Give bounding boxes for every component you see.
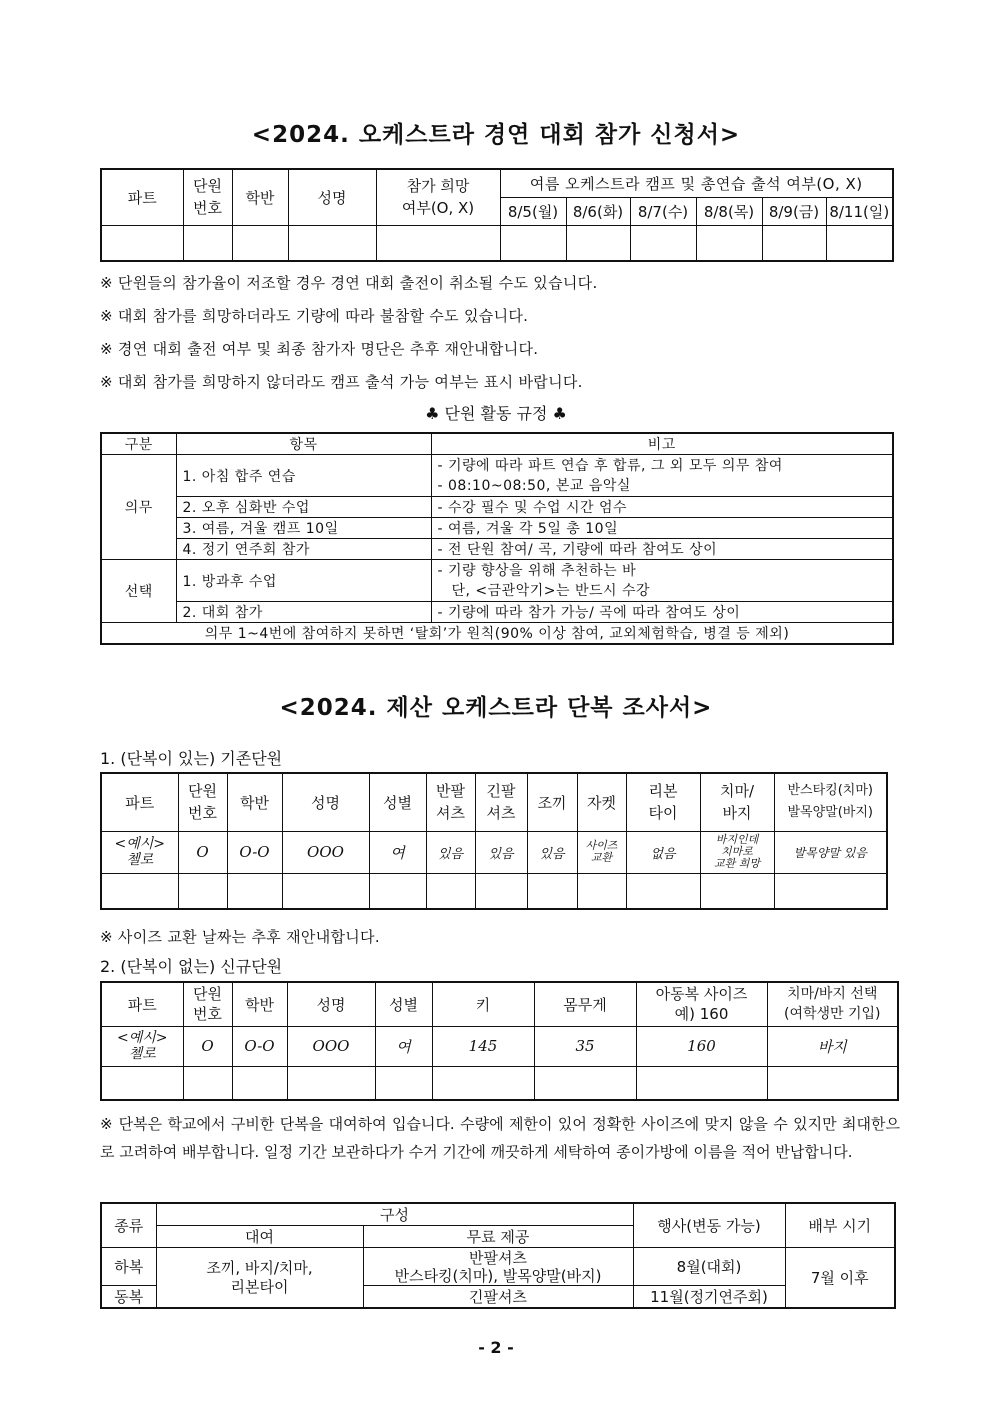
rent-items: 조끼, 바지/치마, 리본타이	[156, 1248, 363, 1309]
title-uniform: <2024. 제산 오케스트라 단복 조사서>	[279, 695, 713, 721]
example-long: 있음	[475, 831, 527, 873]
rules-table	[100, 432, 894, 645]
blank-cell[interactable]	[426, 873, 475, 909]
rules-footer: 의무 1~4번에 참여하지 못하면 ‘탈회’가 원칙(90% 이상 참여, 교외체험학습, 병결 등 제외)	[101, 623, 893, 645]
note-line: ※ 대회 참가를 희망하지 않더라도 캠프 출석 가능 여부는 표시 바랍니다.	[100, 373, 583, 391]
blank-cell[interactable]	[287, 1066, 375, 1100]
col-class: 학반	[232, 169, 288, 225]
blank-cell[interactable]	[183, 225, 232, 261]
col-part: 파트	[101, 773, 178, 831]
col-name: 성명	[282, 773, 369, 831]
blank-cell[interactable]	[500, 225, 566, 261]
blank-cell[interactable]	[227, 873, 282, 909]
kind-summer: 하복	[101, 1248, 156, 1286]
rules-heading: ♣ 단원 활동 규정 ♣	[425, 404, 567, 423]
rule-item: 4. 정기 연주회 참가	[176, 539, 431, 560]
date-cell: 8/5(월)	[500, 197, 566, 225]
col-short-shirt: 반팔 셔츠	[426, 773, 475, 831]
col-jacket: 자켓	[577, 773, 626, 831]
date-cell: 8/6(화)	[566, 197, 630, 225]
page-number: - 2 -	[478, 1338, 514, 1357]
blank-cell[interactable]	[282, 873, 369, 909]
example-height: 145	[432, 1026, 534, 1066]
example-jacket: 사이즈 교환	[577, 831, 626, 873]
date-cell: 8/11(일)	[826, 197, 893, 225]
col-rent: 대여	[156, 1226, 363, 1248]
col-class: 학반	[227, 773, 282, 831]
example-gender: 여	[369, 831, 426, 873]
blank-cell[interactable]	[626, 873, 700, 909]
blank-cell[interactable]	[696, 225, 762, 261]
category-optional: 선택	[101, 560, 176, 623]
rule-note: - 전 단원 참여/ 곡, 기량에 따라 참여도 상이	[431, 539, 893, 560]
note-line: ※ 단원들의 참가율이 저조할 경우 경연 대회 출전이 취소될 수도 있습니다.	[100, 274, 598, 292]
new-members-table	[100, 981, 899, 1101]
blank-cell[interactable]	[178, 873, 227, 909]
example-size: 160	[636, 1026, 767, 1066]
blank-cell[interactable]	[527, 873, 577, 909]
col-event: 행사(변동 가능)	[633, 1203, 785, 1248]
col-item: 항목	[176, 433, 431, 455]
distribution-table	[100, 1202, 896, 1309]
blank-cell[interactable]	[774, 873, 887, 909]
blank-cell[interactable]	[101, 225, 183, 261]
col-vest: 조끼	[527, 773, 577, 831]
col-composition: 구성	[156, 1203, 633, 1226]
rule-item: 3. 여름, 겨울 캠프 10일	[176, 518, 431, 539]
blank-cell[interactable]	[566, 225, 630, 261]
example-weight: 35	[534, 1026, 636, 1066]
col-category: 구분	[101, 433, 176, 455]
kind-winter: 동복	[101, 1286, 156, 1309]
example-vest: 있음	[527, 831, 577, 873]
summer-free-items: 반팔셔츠 반스타킹(치마), 발목양말(바지)	[363, 1248, 633, 1286]
winter-free-items: 긴팔셔츠	[363, 1286, 633, 1309]
col-free: 무료 제공	[363, 1226, 633, 1248]
blank-cell[interactable]	[630, 225, 696, 261]
col-class: 학반	[232, 982, 287, 1026]
example-name: OOO	[282, 831, 369, 873]
example-class: O-O	[232, 1026, 287, 1066]
winter-event: 11월(정기연주회)	[633, 1286, 785, 1309]
existing-members-table	[100, 772, 888, 910]
blank-cell[interactable]	[288, 225, 376, 261]
blank-cell[interactable]	[767, 1066, 898, 1100]
col-name: 성명	[287, 982, 375, 1026]
col-part: 파트	[101, 169, 183, 225]
col-long-shirt: 긴팔 셔츠	[475, 773, 527, 831]
col-gender: 성별	[369, 773, 426, 831]
example-skirt: 바지인데 치마로 교환 희망	[700, 831, 774, 873]
note-line: ※ 대회 참가를 희망하더라도 기량에 따라 불참할 수도 있습니다.	[100, 307, 529, 325]
rule-note: - 기량에 따라 파트 연습 후 합류, 그 외 모두 의무 참여	[437, 457, 783, 474]
blank-cell[interactable]	[534, 1066, 636, 1100]
blank-cell[interactable]	[101, 1066, 183, 1100]
rule-note: - 기량에 따라 참가 가능/ 곡에 따라 참여도 상이	[431, 602, 893, 623]
rule-note: - 기량 향상을 위해 추천하는 바	[437, 562, 637, 579]
blank-cell[interactable]	[183, 1066, 232, 1100]
blank-cell[interactable]	[636, 1066, 767, 1100]
summer-event: 8월(대회)	[633, 1248, 785, 1286]
date-cell: 8/8(목)	[696, 197, 762, 225]
example-class: O-O	[227, 831, 282, 873]
new-heading: 2. (단복이 없는) 신규단원	[100, 957, 283, 976]
rule-item: 2. 대회 참가	[176, 602, 431, 623]
title-application: <2024. 오케스트라 경연 대회 참가 신청서>	[251, 122, 741, 148]
col-ribbon: 리본 타이	[626, 773, 700, 831]
rule-item: 1. 방과후 수업	[176, 560, 431, 602]
col-number: 단원 번호	[183, 169, 232, 225]
rule-item: 2. 오후 심화반 수업	[176, 497, 431, 518]
col-size: 아동복 사이즈 예) 160	[636, 982, 767, 1026]
example-number: O	[178, 831, 227, 873]
col-number: 단원 번호	[183, 982, 232, 1026]
col-distribution-time: 배부 시기	[785, 1203, 895, 1248]
col-stockings: 반스타킹(치마) 발목양말(바지)	[774, 773, 887, 831]
col-number: 단원 번호	[178, 773, 227, 831]
col-skirt: 치마/ 바지	[700, 773, 774, 831]
blank-cell[interactable]	[762, 225, 826, 261]
col-weight: 몸무게	[534, 982, 636, 1026]
rule-note: - 여름, 겨울 각 5일 총 10일	[431, 518, 893, 539]
example-part: <예시> 첼로	[101, 831, 178, 873]
example-ribbon: 없음	[626, 831, 700, 873]
blank-cell[interactable]	[475, 873, 527, 909]
distribution-time: 7월 이후	[785, 1248, 895, 1309]
example-choice: 바지	[767, 1026, 898, 1066]
col-kind: 종류	[101, 1203, 156, 1248]
rule-note: - 수강 필수 및 수업 시간 엄수	[431, 497, 893, 518]
date-cell: 8/7(수)	[630, 197, 696, 225]
application-table	[100, 168, 894, 262]
blank-cell[interactable]	[232, 1066, 287, 1100]
rule-item: 1. 아침 합주 연습	[176, 455, 431, 497]
col-height: 키	[432, 982, 534, 1026]
category-duty: 의무	[101, 455, 176, 560]
col-wish: 참가 희망 여부(O, X)	[376, 169, 500, 225]
example-part: <예시> 첼로	[101, 1026, 183, 1066]
rule-note: - 08:10~08:50, 본교 음악실	[437, 477, 631, 494]
note-line: ※ 경연 대회 출전 여부 및 최종 참가자 명단은 추후 재안내합니다.	[100, 340, 539, 358]
example-number: O	[183, 1026, 232, 1066]
blank-cell[interactable]	[369, 873, 426, 909]
rule-note: 단, <금관악기>는 반드시 수강	[451, 582, 651, 599]
blank-cell[interactable]	[700, 873, 774, 909]
example-short: 있음	[426, 831, 475, 873]
blank-cell[interactable]	[432, 1066, 534, 1100]
example-name: OOO	[287, 1026, 375, 1066]
date-cell: 8/9(금)	[762, 197, 826, 225]
example-stockings: 발목양말 있음	[774, 831, 887, 873]
blank-cell[interactable]	[376, 225, 500, 261]
blank-cell[interactable]	[375, 1066, 432, 1100]
col-note: 비고	[431, 433, 893, 455]
example-gender: 여	[375, 1026, 432, 1066]
blank-cell[interactable]	[826, 225, 893, 261]
col-choice: 치마/바지 선택 (여학생만 기입)	[767, 982, 898, 1026]
col-part: 파트	[101, 982, 183, 1026]
uniform-paragraph: ※ 단복은 학교에서 구비한 단복을 대여하여 입습니다. 수량에 제한이 있어 정확한 사이즈에 맞지 않을 수 있지만 최대한으로 고려하여 배부합니다. 일정 기간 보관하다가 수거 기간에 깨끗하게 세탁하여 종이가방에 이름을 적어 반납합니다.	[100, 1115, 900, 1161]
existing-heading: 1. (단복이 있는) 기존단원	[100, 749, 283, 768]
col-camp: 여름 오케스트라 캠프 및 총연습 출석 여부(O, X)	[500, 169, 893, 197]
blank-cell[interactable]	[101, 873, 178, 909]
blank-cell[interactable]	[232, 225, 288, 261]
col-name: 성명	[288, 169, 376, 225]
size-exchange-note: ※ 사이즈 교환 날짜는 추후 재안내합니다.	[100, 928, 380, 946]
col-gender: 성별	[375, 982, 432, 1026]
blank-cell[interactable]	[577, 873, 626, 909]
